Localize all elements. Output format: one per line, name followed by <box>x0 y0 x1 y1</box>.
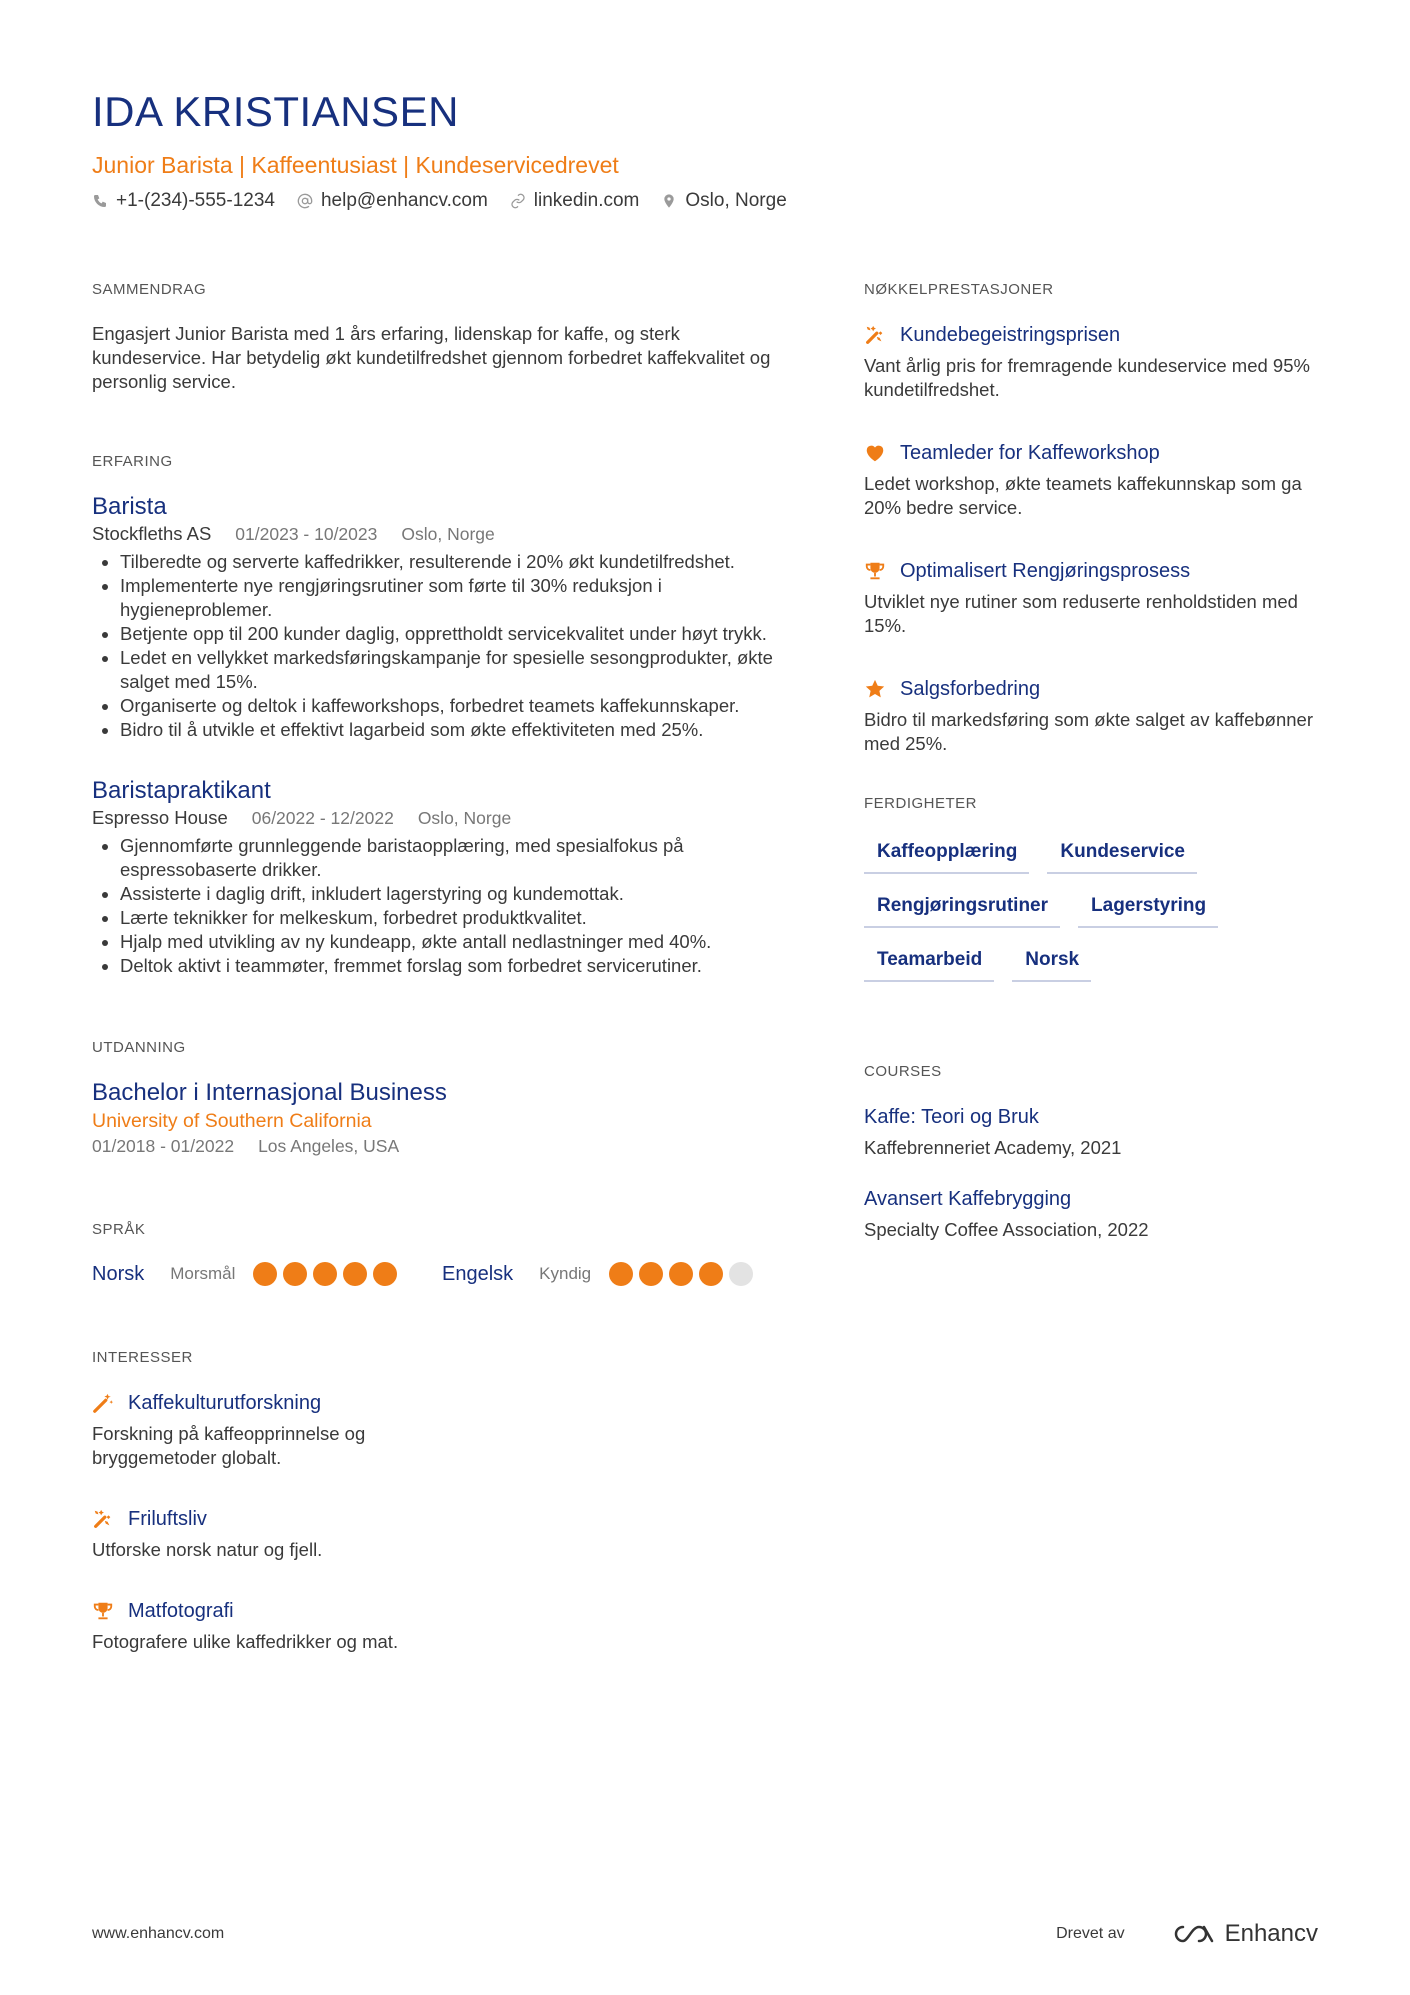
summary-section <box>92 280 792 394</box>
rating-dot-filled <box>283 1262 307 1286</box>
language-item <box>92 1262 442 1286</box>
interests-section <box>92 1348 792 1690</box>
footer-brand-area <box>1056 1920 1318 1948</box>
interest-title: Matfotografi <box>128 1600 234 1622</box>
course-org: Specialty Coffee Association, 2022 <box>864 1219 1149 1240</box>
language-rating <box>609 1262 759 1286</box>
job-meta <box>92 522 792 546</box>
skill-tag: Lagerstyring <box>1078 888 1218 928</box>
phone-text: +1-(234)-555-1234 <box>116 190 275 211</box>
education-degree: Bachelor i Internasjonal Business <box>92 1079 447 1106</box>
skills-title: FERDIGHETER <box>864 795 978 812</box>
brand-logo[interactable] <box>1171 1920 1318 1948</box>
language-level: Kyndig <box>539 1264 592 1283</box>
job-entry <box>92 492 792 742</box>
achievement-title: Kundebegeistringsprisen <box>900 324 1121 346</box>
trophy-icon <box>864 560 886 582</box>
job-bullet: Betjente opp til 200 kunder daglig, opprettholdt servicekvalitet under høyt trykk. <box>92 622 792 646</box>
contact-email[interactable] <box>297 190 488 212</box>
achievement-item <box>864 558 1334 638</box>
job-title: Barista <box>92 493 167 520</box>
course-title: Avansert Kaffebrygging <box>864 1188 1072 1210</box>
experience-title: ERFARING <box>92 453 173 470</box>
magic-wand-icon <box>92 1392 114 1414</box>
languages-title: SPRÅK <box>92 1221 146 1238</box>
achievement-desc: Ledet workshop, økte teamets kaffekunnskap som ga 20% bedre service. <box>864 473 1302 518</box>
achievement-item <box>864 440 1334 520</box>
rating-dot-filled <box>343 1262 367 1286</box>
rating-dot-empty <box>729 1262 753 1286</box>
contact-linkedin[interactable] <box>510 190 640 212</box>
courses-section <box>864 1062 1334 1242</box>
achievement-item <box>864 676 1334 756</box>
star-icon <box>864 678 886 700</box>
resume-header <box>92 84 1322 212</box>
interest-title: Kaffekulturutforskning <box>128 1392 322 1414</box>
phone-icon <box>92 193 108 209</box>
linkedin-text: linkedin.com <box>533 190 640 211</box>
language-level: Morsmål <box>170 1264 236 1283</box>
achievement-item <box>864 322 1334 402</box>
language-name: Engelsk <box>442 1262 514 1285</box>
magic-tools-icon <box>864 324 886 346</box>
interests-title: INTERESSER <box>92 1349 193 1366</box>
job-bullet: Tilberedte og serverte kaffedrikker, resulterende i 20% økt kundetilfredshet. <box>92 550 792 574</box>
course-item <box>864 1104 1334 1160</box>
interest-desc: Forskning på kaffeopprinnelse og bryggemetoder globalt. <box>92 1423 366 1468</box>
contact-bar <box>92 190 1322 212</box>
email-text: help@enhancv.com <box>320 190 488 211</box>
rating-dot-filled <box>699 1262 723 1286</box>
job-company: Stockfleths AS <box>92 523 212 544</box>
job-bullet: Hjalp med utvikling av ny kundeapp, økte antall nedlastninger med 40%. <box>92 930 792 954</box>
skill-tag: Kaffeopplæring <box>864 834 1029 874</box>
education-title: UTDANNING <box>92 1039 186 1056</box>
rating-dot-filled <box>609 1262 633 1286</box>
job-bullet: Gjennomførte grunnleggende baristaopplæring, med spesialfokus på espressobaserte drikker. <box>92 834 792 882</box>
brand-name: Enhancv <box>1224 1920 1318 1947</box>
page-footer <box>92 1920 1318 1948</box>
languages-row <box>92 1262 792 1286</box>
rating-dot-filled <box>313 1262 337 1286</box>
achievement-desc: Utviklet nye rutiner som reduserte renholdstiden med 15%. <box>864 591 1298 636</box>
job-location: Oslo, Norge <box>401 524 495 544</box>
job-dates: 06/2022 - 12/2022 <box>251 808 394 828</box>
footer-powered-by: Drevet av <box>1056 1925 1125 1942</box>
course-item <box>864 1186 1334 1242</box>
job-bullet: Implementerte nye rengjøringsrutiner som førte til 30% reduksjon i hygieneproblemer. <box>92 574 792 622</box>
interest-desc: Fotografere ulike kaffedrikker og mat. <box>92 1631 399 1652</box>
interests-grid <box>92 1390 792 1690</box>
summary-text: Engasjert Junior Barista med 1 års erfaring, lidenskap for kaffe, og sterk kundeservice. Har betydelig økt kundetilfredshet gjennom forbedret kaffekvalitet og personlig service. <box>92 323 771 392</box>
rating-dot-filled <box>669 1262 693 1286</box>
education-section <box>92 1038 792 1158</box>
magic-tools-icon <box>92 1508 114 1530</box>
achievement-desc: Bidro til markedsføring som økte salget av kaffebønner med 25%. <box>864 709 1313 754</box>
job-bullet: Ledet en vellykket markedsføringskampanje for spesielle sesongprodukter, økte salget med 15%. <box>92 646 792 694</box>
rating-dot-filled <box>253 1262 277 1286</box>
experience-section <box>92 452 792 978</box>
interest-item <box>92 1506 466 1562</box>
job-location: Oslo, Norge <box>417 808 512 828</box>
achievement-title: Teamleder for Kaffeworkshop <box>900 442 1160 464</box>
skill-tag: Rengjøringsrutiner <box>864 888 1060 928</box>
achievements-title: NØKKELPRESTASJONER <box>864 281 1054 298</box>
job-bullet: Assisterte i daglig drift, inkludert lagerstyring og kundemottak. <box>92 882 792 906</box>
skills-section <box>864 794 1334 996</box>
job-title: Baristapraktikant <box>92 777 271 804</box>
achievement-title: Salgsforbedring <box>900 678 1041 700</box>
achievement-desc: Vant årlig pris for fremragende kundeservice med 95% kundetilfredshet. <box>864 355 1310 400</box>
candidate-tagline: Junior Barista | Kaffeentusiast | Kundeservicedrevet <box>92 152 619 178</box>
achievement-title: Optimalisert Rengjøringsprosess <box>900 560 1191 582</box>
job-company: Espresso House <box>92 807 228 828</box>
rating-dot-filled <box>373 1262 397 1286</box>
education-dates: 01/2018 - 01/2022 <box>92 1136 235 1156</box>
courses-title: COURSES <box>864 1063 942 1080</box>
job-bullet: Lærte teknikker for melkeskum, forbedret produktkvalitet. <box>92 906 792 930</box>
job-bullets <box>92 550 792 742</box>
education-meta <box>92 1134 792 1158</box>
left-column <box>92 280 792 1690</box>
education-location: Los Angeles, USA <box>258 1136 400 1156</box>
interest-title: Friluftsliv <box>128 1508 207 1530</box>
enhancv-logo-icon <box>1171 1922 1217 1946</box>
job-meta <box>92 806 792 830</box>
job-bullet: Bidro til å utvikle et effektivt lagarbeid som økte effektiviteten med 25%. <box>92 718 792 742</box>
language-item <box>442 1262 792 1286</box>
job-bullets <box>92 834 792 978</box>
course-org: Kaffebrenneriet Academy, 2021 <box>864 1137 1122 1158</box>
skill-tag: Teamarbeid <box>864 942 994 982</box>
link-icon <box>510 193 526 209</box>
heart-icon <box>864 442 886 464</box>
contact-location <box>661 190 786 212</box>
job-entry <box>92 776 792 978</box>
right-column <box>864 280 1334 1242</box>
language-rating <box>253 1262 403 1286</box>
footer-url[interactable]: www.enhancv.com <box>92 1925 225 1942</box>
skills-list <box>864 834 1294 996</box>
interest-item <box>92 1390 466 1470</box>
at-icon <box>297 193 313 209</box>
job-dates: 01/2023 - 10/2023 <box>235 524 378 544</box>
candidate-name: IDA KRISTIANSEN <box>92 88 459 135</box>
job-bullet: Deltok aktivt i teammøter, fremmet forslag som forbedret servicerutiner. <box>92 954 792 978</box>
location-pin-icon <box>661 193 677 209</box>
language-name: Norsk <box>92 1262 145 1285</box>
languages-section <box>92 1220 792 1286</box>
skill-tag: Norsk <box>1012 942 1091 982</box>
contact-phone[interactable] <box>92 190 275 212</box>
job-bullet: Organiserte og deltok i kaffeworkshops, forbedret teamets kaffekunnskaper. <box>92 694 792 718</box>
skill-tag: Kundeservice <box>1047 834 1197 874</box>
achievements-section <box>864 280 1334 756</box>
achievements-list <box>864 322 1334 756</box>
course-title: Kaffe: Teori og Bruk <box>864 1106 1039 1128</box>
interest-item <box>92 1598 466 1654</box>
rating-dot-filled <box>639 1262 663 1286</box>
location-text: Oslo, Norge <box>685 190 787 211</box>
interest-desc: Utforske norsk natur og fjell. <box>92 1539 323 1560</box>
trophy-icon <box>92 1600 114 1622</box>
summary-title: SAMMENDRAG <box>92 281 207 298</box>
education-school: University of Southern California <box>92 1110 372 1132</box>
